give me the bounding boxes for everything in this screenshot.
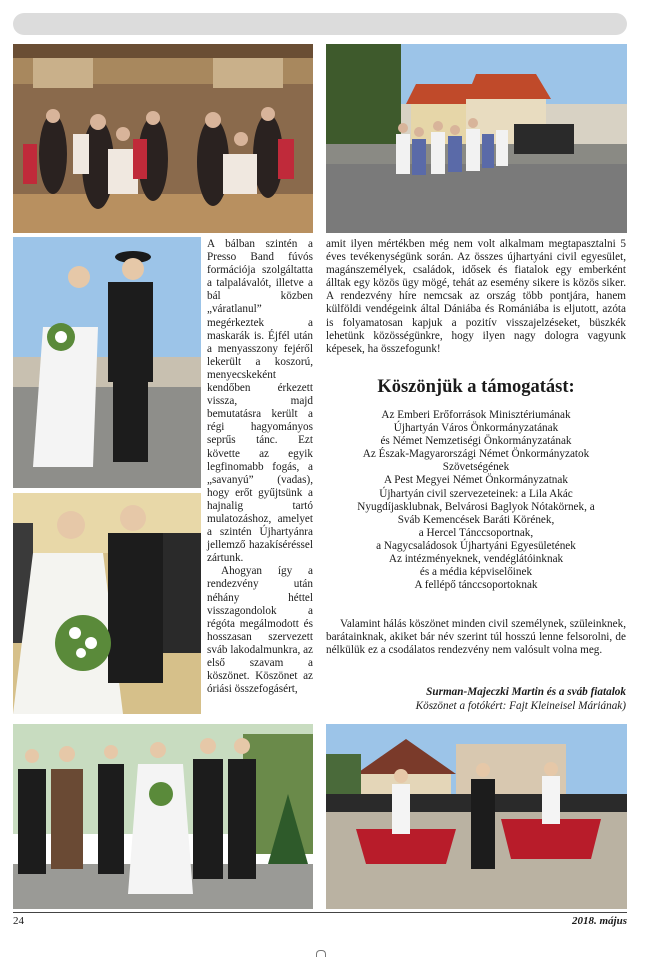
photo-red-dress-dancers [326,724,627,909]
photo-street-procession [326,44,627,233]
photo-ballroom-dance [13,44,313,233]
author-name: Surman-Majeczki Martin és a sváb fiatalok [426,686,626,698]
page-number: 24 [13,915,24,927]
left-paragraph-2: Ahogyan így a rendezvény után néhány héttel visszagondolok a régóta megálmodott és hosszasan szervezett sváb lakodalmunkra, az első szavam a köszönet. Köszönet az óriási összefogásért, [207,565,313,696]
thanks-list [326,409,626,592]
bottom-scroll-mark [316,950,326,957]
photo-wedding-ceremony [13,493,201,714]
thanks-line: és Német Nemzetiségi Önkormányzatának [380,435,572,448]
closing-paragraph [326,618,626,657]
thanks-line: Újhartyán civil szervezeteinek: a Lila Akác [379,487,573,500]
thanks-line: a Nagycsaládosok Újhartyáni Egyesületének [376,539,576,552]
article-right-column [326,238,626,356]
photo-credit: Köszönet a fotókért: Fajt Kleineisel Máriának) [415,699,626,712]
thanks-line: A fellépő tánccsoportoknak [414,579,538,592]
thanks-line: és a média képviselőinek [419,566,533,579]
thanks-line: Újhartyán Város Önkormányzatának [393,422,559,435]
thanks-line: a Hercel Tánccsoportnak, [418,526,534,539]
thanks-line: Az Észak-Magyarországi Német Önkormányzatok [362,448,590,461]
closing-text: Valamint hálás köszönet minden civil személynek, szüleinknek, barátainknak, akiket bár név szerint túl hosszú lenne felsorolni, de nélkülük ez a csodálatos rendezvény nem valósult volna meg. [326,618,626,657]
thanks-line: Szövetségének [442,461,510,474]
photo-bride-groom [13,237,201,488]
article-left-column [207,238,313,696]
right-paragraph: amit ilyen mértékben még nem volt alkalmam megtapasztalni 5 éves tevékenységünk során. Az összes újhartyáni civil egyesület, magánszemélyek, családok, idősek és fiatalok egy emberként álltak egy közös ügy mögé, tehát az esemény sikere is közös siker. A rendezvény híre nemcsak az ország több pontjára, hanem külföldi vendégeink által Dániába és Romániába is eljutott, azóta is folyamatosan kapjuk a pozitív visszajelzéseket, büszkék lehetünk közösségünkre, hogy ilyen nagy dologra vagyunk képesek, ha összefogunk! [326,238,626,355]
signature-block [326,686,626,713]
thanks-line: Az intézményeknek, vendéglátóinknak [388,553,564,566]
footer-rule [13,912,627,913]
issue-date: 2018. május [571,915,627,927]
header-bar [13,13,627,35]
thanks-line: Nyugdíjasklubnak, Belvárosi Baglyok Nótakörnek, a [357,500,595,513]
thanks-line: Az Emberi Erőforrások Minisztériumának [381,409,571,421]
thanks-line: Sváb Kemencések Baráti Körének, [397,513,555,526]
thanks-line: A Pest Megyei Német Önkormányzatnak [384,474,568,487]
photo-wedding-party [13,724,313,909]
thanks-heading: Köszönjük a támogatást: [377,377,575,397]
left-paragraph-1: A bálban szintén a Presso Band fúvós formációja szolgáltatta a talpalávalót, illetve a bál közben „váratlanul” megérkeztek a maskarák is. Éjfél után a menyasszony fejéről lekerült a koszorú, menyecskeként kendőben érkezett vissza, majd bemutatásra került a régi hagyományos seprűs tánc. Ezt követte az egyik legfinomabb fogás, a „savanyú” (vadas), hogy erőt gyűjtsünk a hajnalig tartó mulatozáshoz, amelyet a szintén Újhartyánra jellemző hazakíséréssel zártunk. [207,238,313,565]
